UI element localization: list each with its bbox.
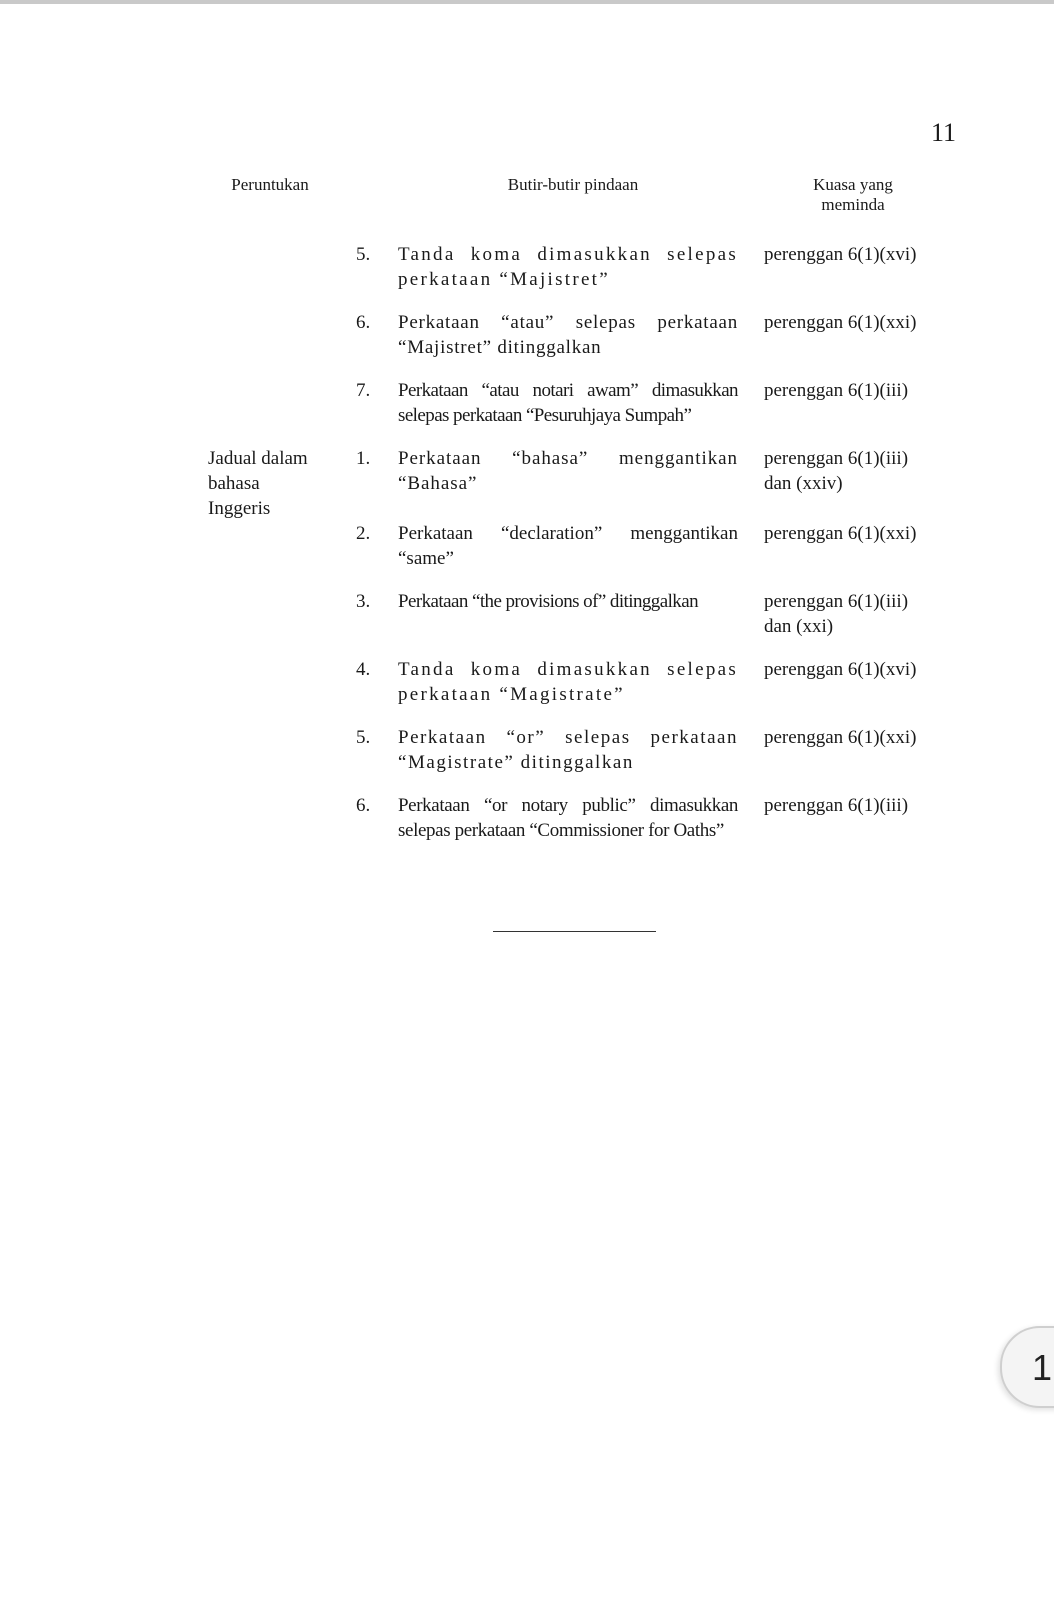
row-description: Perkataan “declaration” menggantikan “same” [398, 523, 738, 569]
header-peruntukan: Peruntukan [231, 175, 309, 194]
row-authority: perenggan 6(1)(xxi) [764, 312, 917, 333]
row-number: 5. [356, 244, 371, 265]
row-description: Perkataan “or notary public” dimasukkan selepas perkataan “Commissioner for Oaths” [398, 795, 738, 841]
page-indicator-label: 1 [1032, 1347, 1053, 1388]
row-description: Perkataan “bahasa” menggantikan “Bahasa” [398, 448, 738, 494]
viewer-top-border [0, 0, 1054, 4]
row-authority: perenggan 6(1)(iii) dan (xxi) [764, 591, 909, 637]
row-number: 4. [356, 659, 371, 680]
header-kuasa-meminda: Kuasa yang meminda [813, 175, 893, 214]
row-authority: perenggan 6(1)(iii) dan (xxiv) [764, 448, 909, 494]
end-rule [493, 931, 656, 932]
row-description: Tanda koma dimasukkan selepas perkataan “Majistret” [398, 244, 738, 290]
row-description: Tanda koma dimasukkan selepas perkataan “Magistrate” [398, 659, 738, 705]
row-number: 6. [356, 312, 371, 333]
row-authority: perenggan 6(1)(xvi) [764, 244, 917, 265]
row-number: 7. [356, 380, 371, 401]
row-section: Jadual dalam bahasa Inggeris [208, 448, 308, 519]
row-description: Perkataan “the provisions of” ditinggalkan [398, 591, 699, 612]
header-butir-pindaan: Butir-butir pindaan [507, 175, 639, 194]
row-authority: perenggan 6(1)(iii) [764, 795, 909, 816]
row-description: Perkataan “atau” selepas perkataan “Majistret” ditinggalkan [398, 312, 738, 358]
row-number: 2. [356, 523, 371, 544]
row-description: Perkataan “atau notari awam” dimasukkan selepas perkataan “Pesuruhjaya Sumpah” [398, 380, 738, 426]
page-number: 11 [930, 118, 956, 147]
row-number: 3. [356, 591, 371, 612]
row-description: Perkataan “or” selepas perkataan “Magistrate” ditinggalkan [398, 727, 738, 773]
row-number: 6. [356, 795, 371, 816]
row-authority: perenggan 6(1)(xvi) [764, 659, 917, 680]
row-number: 5. [356, 727, 371, 748]
row-authority: perenggan 6(1)(xxi) [764, 523, 917, 544]
row-authority: perenggan 6(1)(iii) [764, 380, 909, 401]
row-authority: perenggan 6(1)(xxi) [764, 727, 917, 748]
row-number: 1. [356, 448, 371, 469]
page-indicator-tab[interactable] [1000, 1326, 1054, 1408]
